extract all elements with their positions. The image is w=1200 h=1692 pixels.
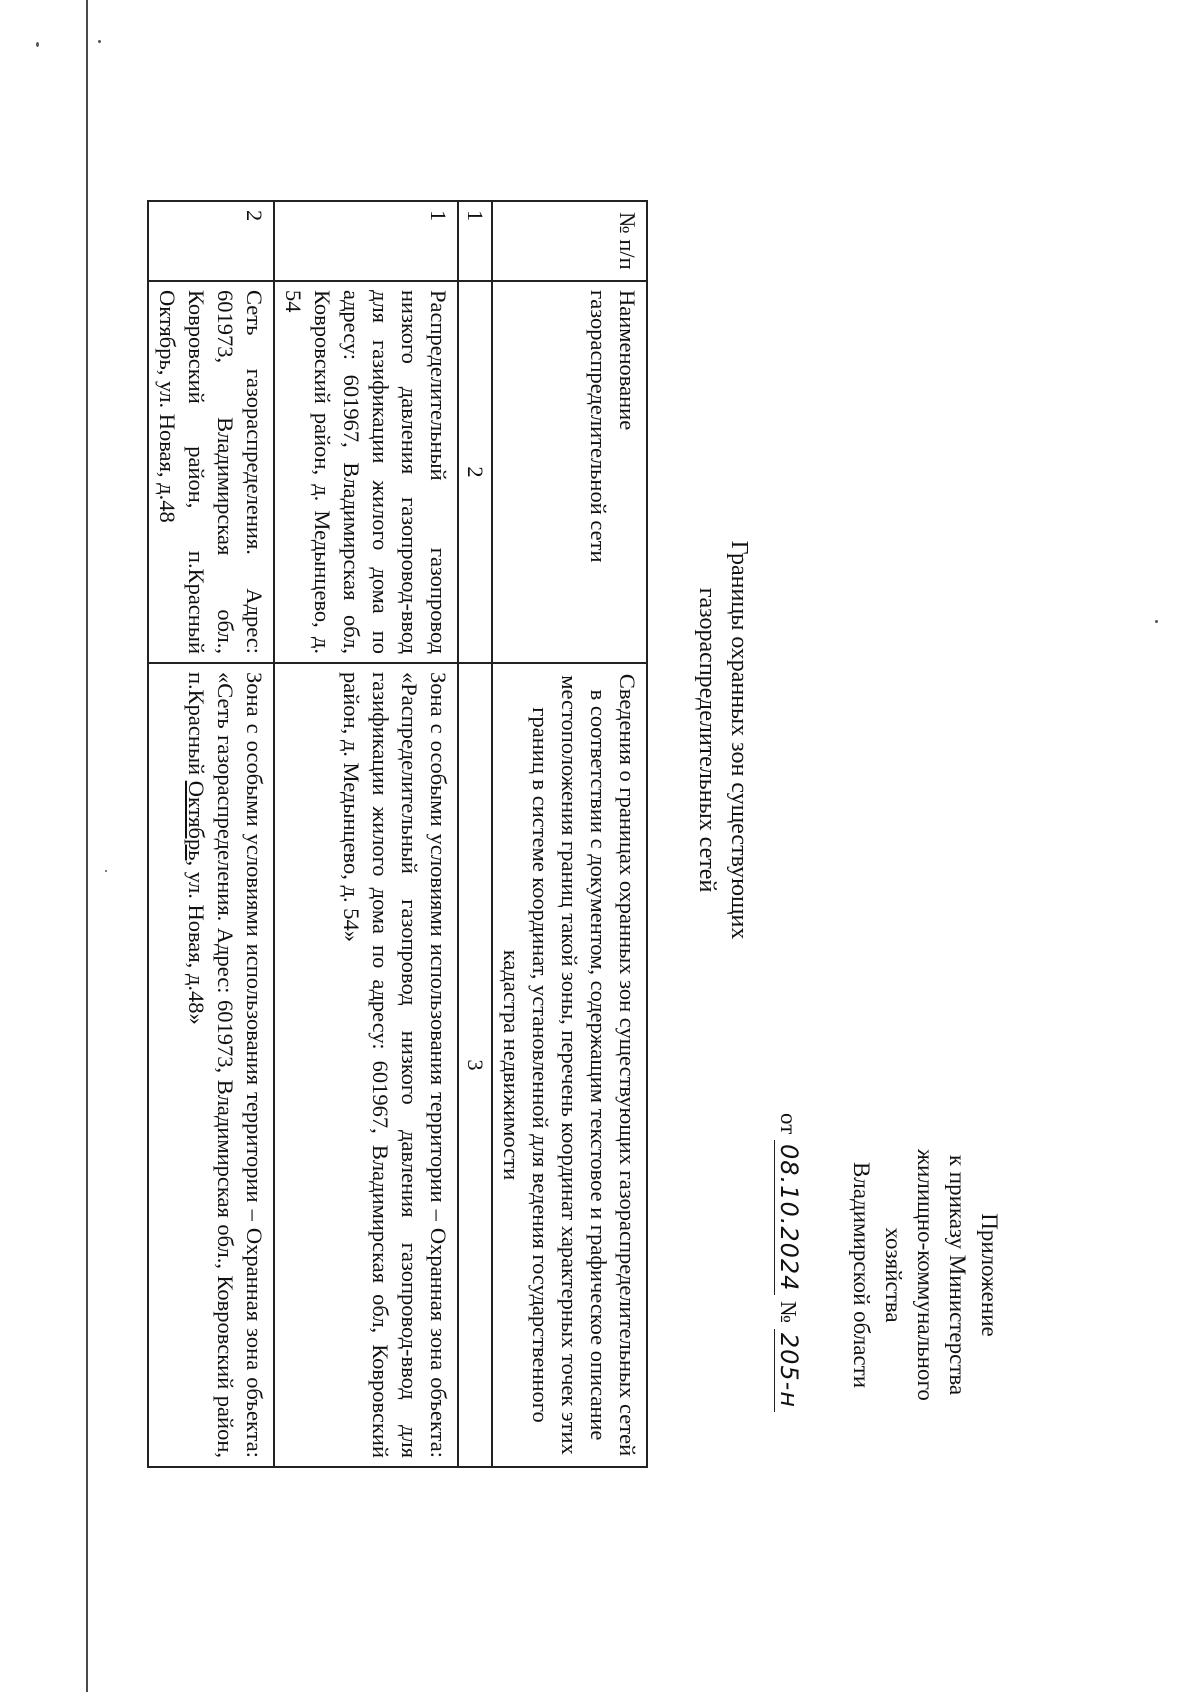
approval-line: к приказу Министерства	[945, 1154, 970, 1396]
document-title	[691, 360, 755, 1120]
header-number: № п/п	[492, 201, 647, 281]
table-header-row	[492, 201, 647, 1467]
zone-info-text: Зона с особыми условиями использования территории – Охранная зона объекта: «Сеть газораспределения. Адрес: 601973, Владимирская обл., Ковровский район, п.Красный	[184, 672, 267, 1458]
rotated-page	[50, 60, 1110, 1600]
column-number: 2	[458, 281, 492, 663]
order-number: 205-н	[774, 1329, 803, 1412]
order-date: 08.10.2024	[774, 1140, 803, 1295]
number-prefix: №	[776, 1301, 801, 1324]
scan-speck	[98, 40, 101, 43]
order-date-number	[772, 1105, 805, 1445]
approval-block	[772, 1105, 1005, 1445]
table-row	[274, 201, 458, 1467]
approval-line: Приложение	[977, 1213, 1002, 1337]
title-line: газораспределительных сетей	[694, 587, 720, 893]
table-row	[148, 201, 274, 1467]
approval-line: Владимирской области	[849, 1161, 874, 1389]
row-network-name: Распределительный газопровод низкого давления газопровод-ввод для газификации жилого дома по адресу: 601967, Владимирская обл, Ковровский район, д. Медынцево, д. 54	[274, 281, 458, 663]
row-zone-info: Зона с особыми условиями использования территории – Охранная зона объекта: «Распределительный газопровод низкого давления газопровод-ввод для газификации жилого дома по адресу: 601967, Владимирская обл, Ковровский район, д. Медынцево, д. 54»	[274, 663, 458, 1467]
row-number: 2	[148, 201, 274, 281]
zone-info-underlined-text: Октябрь	[184, 780, 209, 861]
row-zone-info	[148, 663, 274, 1467]
column-number: 3	[458, 663, 492, 1467]
zone-info-text: , ул. Новая, д.48»	[184, 860, 209, 1025]
date-prefix: от	[776, 1113, 801, 1135]
column-number: 1	[458, 201, 492, 281]
protection-zones-table	[147, 200, 648, 1468]
column-number-row	[458, 201, 492, 1467]
scan-speck	[36, 42, 39, 47]
title-line: Границы охранных зон существующих	[726, 540, 752, 940]
row-network-name: Сеть газораспределения. Адрес: 601973, Владимирская обл., Ковровский район, п.Красный Октябрь, ул. Новая, д.48	[148, 281, 274, 663]
approval-line: жилищно-коммунального хозяйства	[881, 1149, 938, 1401]
scan-speck	[1155, 620, 1158, 623]
header-zone-info: Сведения о границах охранных зон существующих газораспределительных сетей в соответствии с документом, содержащим текстовое и графическое описание местоположения границ такой зоны, перечень координат характерных точек этих границ в системе координат, установленной для ведения государственного кадастра недвижимости	[492, 663, 647, 1467]
row-number: 1	[274, 201, 458, 281]
header-network-name: Наименование газораспределительной сети	[492, 281, 647, 663]
